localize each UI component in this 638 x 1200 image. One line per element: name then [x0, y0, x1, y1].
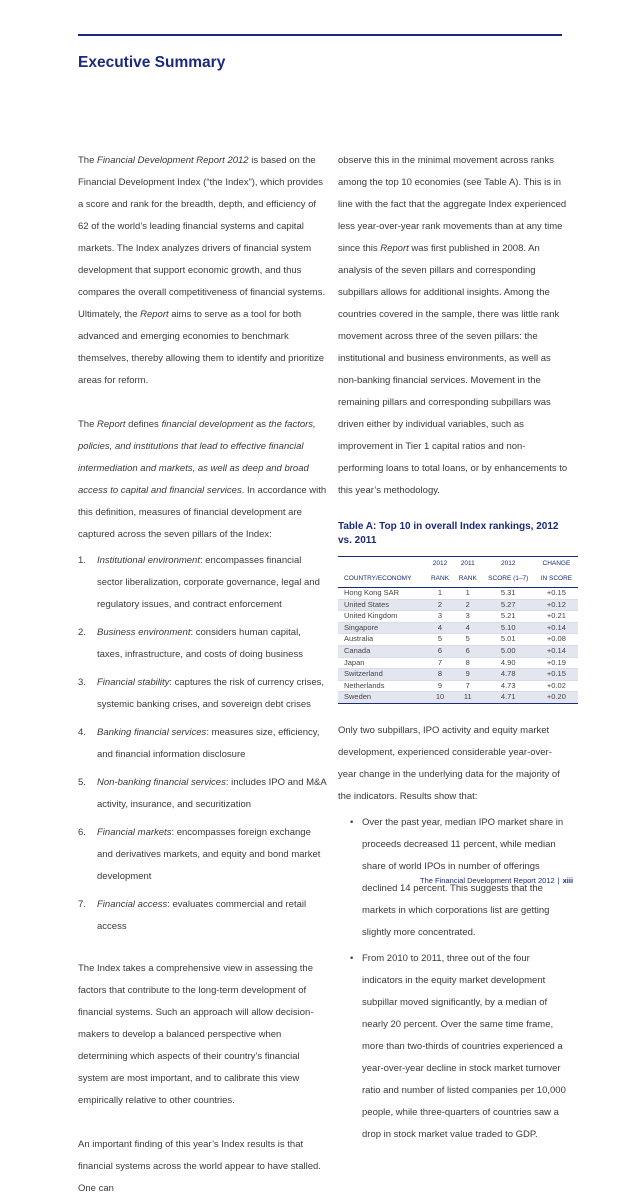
page-title: Executive Summary [78, 54, 226, 71]
col-2011-rank: RANK [454, 572, 482, 588]
cell-change: +0.02 [535, 680, 578, 692]
cell-2012-rank: 8 [426, 669, 454, 681]
cell-score: 4.90 [482, 657, 535, 669]
cell-country: Switzerland [338, 669, 426, 681]
cell-change: +0.19 [535, 657, 578, 669]
cell-change: +0.12 [535, 599, 578, 611]
cell-2012-rank: 9 [426, 680, 454, 692]
cell-country: Australia [338, 634, 426, 646]
col-score-top: 2012 [482, 557, 535, 573]
cell-2012-rank: 4 [426, 622, 454, 634]
table-row [338, 680, 578, 692]
left-column [78, 150, 328, 1200]
cell-2012-rank: 6 [426, 645, 454, 657]
col-change: IN SCORE [535, 572, 578, 588]
cell-score: 5.10 [482, 622, 535, 634]
page-footer [420, 876, 573, 885]
cell-2012-rank: 3 [426, 611, 454, 623]
cell-score: 5.21 [482, 611, 535, 623]
cell-2011-rank: 8 [454, 657, 482, 669]
cell-score: 5.00 [482, 645, 535, 657]
list-item: 6. Financial markets: encompasses foreign exchange and derivatives markets, and equity and bond market development [78, 827, 321, 882]
col-2011-rank-top: 2011 [454, 557, 482, 573]
table-body [338, 588, 578, 704]
footer-separator: | [557, 876, 560, 885]
observation-paragraph: observe this in the minimal movement across ranks among the top 10 economies (see Table A). This is in line with the fact that the aggregate Index experienced less year-over-year rank movements than at any time since this Report was first published in 2008. An analysis of the seven pillars and corresponding subpillars allows for additional insights. Among the countries covered in the sample, there was little rank movement across three of the seven pillars: the institutional and business environments, as well as non-banking financial services. Movement in the remaining pillars and corresponding subpillars was driven either by individual variables, such as improvement in Tier 1 capital ratios and non-performing loans to total loans, or by enhancements to this year’s methodology. [338, 155, 568, 496]
table-row [338, 692, 578, 704]
table-row [338, 622, 578, 634]
table-row [338, 599, 578, 611]
cell-2011-rank: 6 [454, 645, 482, 657]
footer-report-name: The Financial Development Report 2012 [420, 876, 555, 885]
col-change-top: CHANGE [535, 557, 578, 573]
cell-2011-rank: 5 [454, 634, 482, 646]
table-title: Table A: Top 10 in overall Index rankings, 2012 vs. 2011 [338, 521, 559, 546]
cell-2011-rank: 9 [454, 669, 482, 681]
col-score: SCORE (1–7) [482, 572, 535, 588]
cell-score: 5.01 [482, 634, 535, 646]
cell-country: Netherlands [338, 680, 426, 692]
list-item: 2. Business environment: considers human capital, taxes, infrastructure, and costs of doing business [78, 627, 303, 660]
cell-country: United Kingdom [338, 611, 426, 623]
cell-score: 4.73 [482, 680, 535, 692]
cell-change: +0.14 [535, 622, 578, 634]
cell-change: +0.14 [535, 645, 578, 657]
cell-2012-rank: 2 [426, 599, 454, 611]
col-country: COUNTRY/ECONOMY [338, 572, 426, 588]
cell-2012-rank: 1 [426, 588, 454, 600]
cell-change: +0.15 [535, 669, 578, 681]
cell-2012-rank: 7 [426, 657, 454, 669]
cell-country: Sweden [338, 692, 426, 704]
finding-paragraph: An important finding of this year’s Index results is that financial systems across the world appear to have stalled. One can [78, 1139, 321, 1194]
header-rule [78, 34, 562, 36]
cell-country: United States [338, 599, 426, 611]
cell-2011-rank: 1 [454, 588, 482, 600]
list-item: 1. Institutional environment: encompasses financial sector liberalization, corporate governance, legal and regulatory issues, and contract enforcement [78, 555, 320, 610]
cell-score: 4.78 [482, 669, 535, 681]
results-list [338, 812, 568, 1146]
cell-score: 5.27 [482, 599, 535, 611]
cell-change: +0.21 [535, 611, 578, 623]
cell-2011-rank: 11 [454, 692, 482, 704]
definition-paragraph: The Report defines financial development as the factors, policies, and institutions that lead to effective financial intermediation and markets, as well as deep and broad access to capital and financial services. In accordance with this definition, measures of financial development are captured across the seven pillars of the Index: [78, 419, 327, 540]
cell-country: Singapore [338, 622, 426, 634]
table-row [338, 669, 578, 681]
cell-country: Hong Kong SAR [338, 588, 426, 600]
cell-country: Japan [338, 657, 426, 669]
approach-paragraph: The Index takes a comprehensive view in assessing the factors that contribute to the long-term development of financial systems. Such an approach will allow decision-makers to develop a balanced perspective when determining which aspects of their country’s financial system are most important, and to calibrate this view empirically relative to other countries. [78, 963, 314, 1106]
page-number: xiii [562, 876, 574, 885]
cell-score: 5.31 [482, 588, 535, 600]
list-item: 7. Financial access: evaluates commercial and retail access [78, 899, 307, 932]
list-item: • Over the past year, median IPO market share in proceeds decreased 11 percent, while median share of world IPOs in number of offerings declined 14 percent. This suggests that the markets in which corporations list are getting slightly more concentrated. [350, 816, 564, 938]
cell-country: Canada [338, 645, 426, 657]
list-item: 3. Financial stability: captures the risk of currency crises, systemic banking crises, and sovereign debt crises [78, 677, 325, 710]
cell-2012-rank: 5 [426, 634, 454, 646]
list-item: 5. Non-banking financial services: includes IPO and M&A activity, insurance, and securitization [78, 777, 327, 810]
list-item: 4. Banking financial services: measures size, efficiency, and financial information disclosure [78, 727, 320, 760]
list-item: • From 2010 to 2011, three out of the four indicators in the equity market development subpillar moved significantly, by a median of nearly 20 percent. Over the same time frame, more than two-thirds of countries experienced a year-over-year decline in stock market turnover ratio and number of listed companies per 10,000 people, while three-quarters of countries saw a drop in stock market value traded to GDP. [350, 952, 566, 1140]
cell-2012-rank: 10 [426, 692, 454, 704]
cell-2011-rank: 4 [454, 622, 482, 634]
right-column [338, 150, 573, 1150]
cell-change: +0.20 [535, 692, 578, 704]
table-row [338, 588, 578, 600]
intro-paragraph: The Financial Development Report 2012 is based on the Financial Development Index (“the Index”), which provides a score and rank for the breadth, depth, and efficiency of 62 of the world’s leading financial systems and capital markets. The Index analyzes drivers of financial system development that support economic growth, and thus compares the overall competitiveness of financial systems. Ultimately, the Report aims to serve as a tool for both advanced and emerging economies to benchmark themselves, thereby allowing them to identify and prioritize areas for reform. [78, 155, 326, 386]
cell-change: +0.08 [535, 634, 578, 646]
cell-score: 4.71 [482, 692, 535, 704]
subpillars-paragraph: Only two subpillars, IPO activity and equity market development, experienced considerable year-over-year change in the underlying data for the majority of the indicators. Results show that: [338, 724, 560, 802]
pillars-list [78, 550, 328, 938]
table-row [338, 645, 578, 657]
cell-2011-rank: 3 [454, 611, 482, 623]
cell-2011-rank: 2 [454, 599, 482, 611]
table-row [338, 634, 578, 646]
cell-change: +0.15 [535, 588, 578, 600]
table-row [338, 657, 578, 669]
ranking-table [338, 556, 578, 704]
col-2012-rank-top: 2012 [426, 557, 454, 573]
cell-2011-rank: 7 [454, 680, 482, 692]
col-2012-rank: RANK [426, 572, 454, 588]
table-row [338, 611, 578, 623]
